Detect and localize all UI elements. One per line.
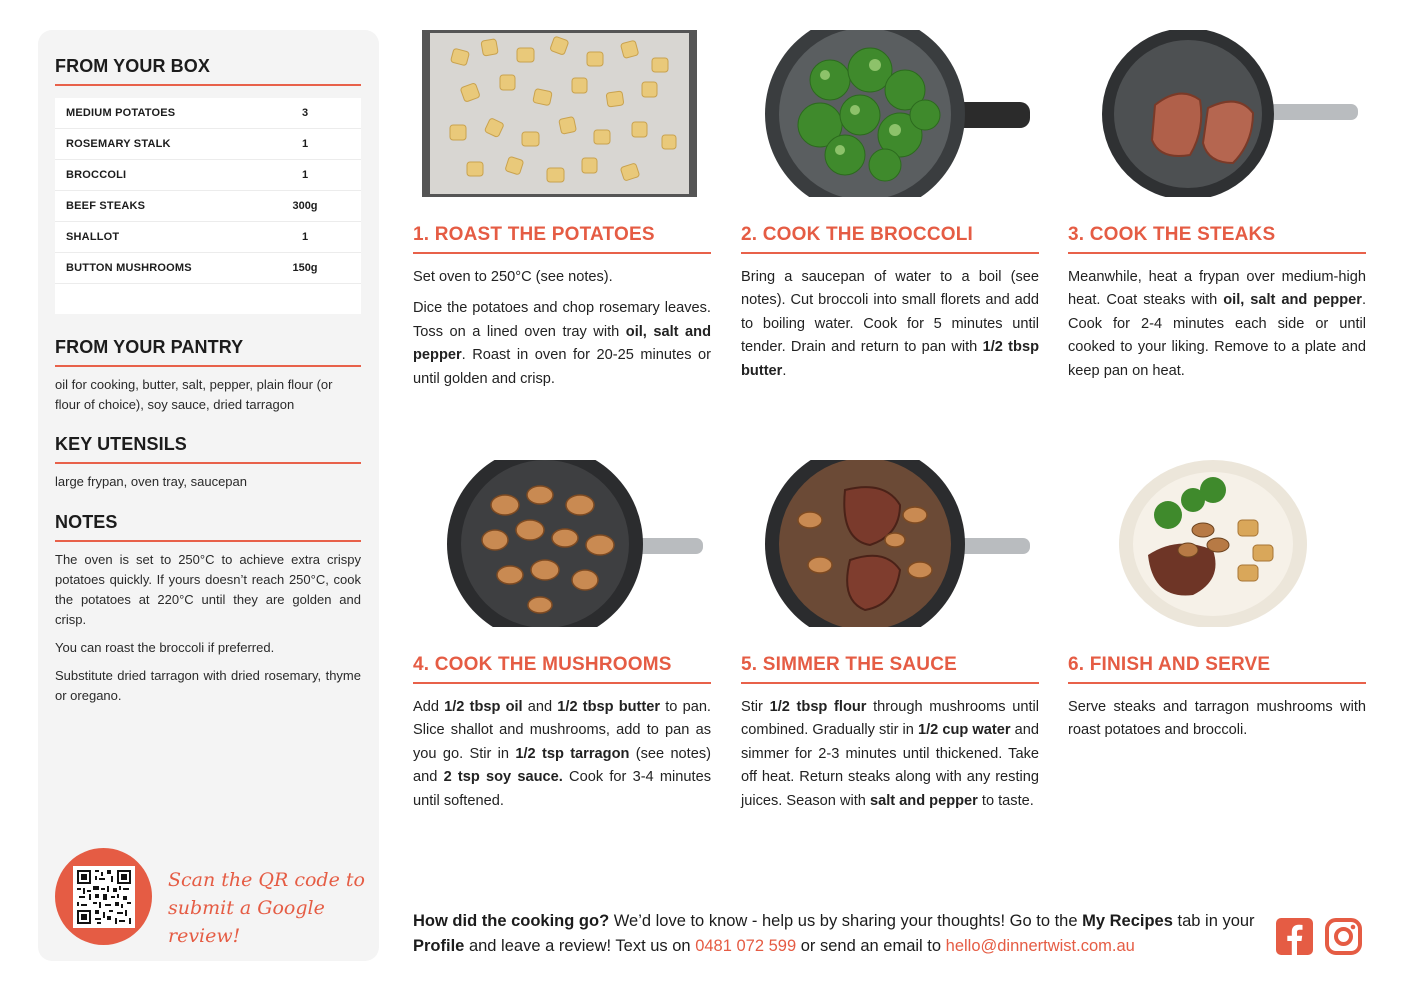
ingredient-name: BUTTON MUSHROOMS bbox=[66, 262, 192, 274]
bold-ingredient-text: 1/2 tbsp flour bbox=[769, 699, 867, 715]
pantry-heading: FROM YOUR PANTRY bbox=[55, 337, 361, 367]
bold-ingredient-text: oil, salt and pepper bbox=[1223, 292, 1362, 309]
note-paragraph: The oven is set to 250°C to achieve extra crispy potatoes quickly. If yours doesn’t reach 250°C, cook the potatoes at 220°C until they are golden and crisp. bbox=[55, 552, 361, 627]
bold-ingredient-text: 1/2 tbsp butter bbox=[557, 699, 661, 715]
instruction-text: through mushrooms until combined. Gradually stir in bbox=[741, 699, 1039, 739]
from-your-box-section bbox=[55, 56, 361, 86]
step-4-photo bbox=[445, 460, 703, 627]
pantry-text: oil for cooking, butter, salt, pepper, plain flour (or flour of choice), soy sauce, dried tarragon bbox=[55, 377, 333, 412]
notes-section bbox=[55, 512, 361, 714]
ingredient-row bbox=[55, 98, 361, 129]
sauce-pan-image bbox=[765, 460, 1030, 627]
footer-text: and leave a review! Text us on bbox=[464, 937, 696, 955]
instruction-text: to pan. Slice shallot and mushrooms, add to pan as you go. Stir in bbox=[413, 699, 711, 762]
qr-caption: Scan the QR code to submit a Google review! bbox=[168, 869, 365, 947]
step-3-paragraph bbox=[1068, 266, 1366, 383]
from-your-box-heading: FROM YOUR BOX bbox=[55, 56, 361, 86]
ingredient-row bbox=[55, 253, 361, 284]
instagram-icon[interactable] bbox=[1325, 918, 1362, 955]
step-1-body bbox=[413, 266, 711, 399]
step-3-photo bbox=[1100, 30, 1358, 197]
mushrooms-pan-image bbox=[445, 460, 703, 627]
bold-ingredient-text: 1/2 cup water bbox=[918, 722, 1011, 739]
step-6-paragraph: Serve steaks and tarragon mushrooms with roast potatoes and broccoli. bbox=[1068, 699, 1366, 739]
instruction-text: and bbox=[522, 699, 558, 715]
profile-label: Profile bbox=[413, 937, 465, 955]
roasted-potatoes-image bbox=[422, 30, 697, 197]
ingredient-qty: 300g bbox=[292, 200, 318, 212]
instruction-text: . Cook for 2-4 minutes each side or until cooked to your liking. Remove to a plate and keep pan on heat. bbox=[1068, 292, 1366, 379]
utensils-section bbox=[55, 434, 361, 492]
step-4-paragraph bbox=[413, 696, 711, 813]
instruction-text: . Roast in oven for 20-25 minutes or until golden and crisp. bbox=[413, 347, 711, 387]
qr-code-pattern bbox=[77, 870, 131, 924]
step-2-title: 2. COOK THE BROCCOLI bbox=[741, 224, 1039, 254]
step-3-body bbox=[1068, 266, 1366, 391]
step-1-paragraph bbox=[413, 297, 711, 391]
bold-ingredient-text: 1/2 tbsp butter bbox=[741, 339, 1039, 379]
ingredient-row bbox=[55, 129, 361, 160]
pantry-section bbox=[55, 337, 361, 415]
ingredient-name: BROCCOLI bbox=[66, 169, 127, 181]
step-1-photo bbox=[422, 30, 697, 197]
ingredient-qty: 3 bbox=[301, 107, 309, 119]
notes-text bbox=[55, 550, 361, 706]
facebook-icon[interactable] bbox=[1276, 918, 1313, 955]
email-link[interactable]: hello@dinnertwist.com.au bbox=[945, 937, 1135, 955]
bold-ingredient-text: 1/2 tsp tarragon bbox=[515, 745, 630, 762]
qr-code-badge[interactable] bbox=[55, 848, 152, 945]
ingredient-row bbox=[55, 160, 361, 191]
instruction-text: Add bbox=[413, 699, 445, 715]
step-6-body bbox=[1068, 696, 1366, 751]
step-3-title: 3. COOK THE STEAKS bbox=[1068, 224, 1366, 254]
utensils-heading: KEY UTENSILS bbox=[55, 434, 361, 464]
my-recipes-label: My Recipes bbox=[1082, 912, 1173, 930]
step-1-paragraph: Set oven to 250°C (see notes). bbox=[413, 269, 613, 285]
step-2-body bbox=[741, 266, 1039, 391]
ingredient-qty: 150g bbox=[292, 262, 318, 274]
ingredient-row bbox=[55, 222, 361, 253]
step-6-photo bbox=[1118, 460, 1308, 627]
notes-heading: NOTES bbox=[55, 512, 361, 542]
ingredient-qty: 1 bbox=[301, 138, 309, 150]
steaks-pan-image bbox=[1100, 30, 1358, 197]
broccoli-pan-image bbox=[760, 30, 1030, 197]
step-6-title: 6. FINISH AND SERVE bbox=[1068, 654, 1366, 684]
instruction-text: Bring a saucepan of water to a boil (see notes). Cut broccoli into small florets and add to boiling water. Cook for 5 minutes until tender. Drain and return to pan with bbox=[741, 269, 1039, 356]
bold-ingredient-text: salt and pepper bbox=[869, 792, 978, 809]
step-5-body bbox=[741, 696, 1039, 821]
instruction-text: . bbox=[782, 362, 787, 379]
ingredient-name: SHALLOT bbox=[66, 231, 120, 243]
utensils-text: large frypan, oven tray, saucepan bbox=[55, 474, 247, 489]
ingredient-qty: 1 bbox=[301, 169, 309, 181]
instruction-text: and simmer for 2-3 minutes until thickened. Take off heat. Return steaks along with any resting juices. Season with bbox=[741, 722, 1040, 809]
footer-text: tab in your bbox=[1172, 912, 1255, 930]
ingredient-row bbox=[55, 191, 361, 222]
ingredients-table bbox=[55, 98, 361, 314]
footer-text: or send an email to bbox=[796, 937, 946, 955]
ingredient-name: ROSEMARY STALK bbox=[66, 138, 171, 150]
step-5-paragraph bbox=[741, 696, 1039, 813]
instruction-text: Cook for 3-4 minutes until softened. bbox=[413, 769, 711, 809]
step-4-title: 4. COOK THE MUSHROOMS bbox=[413, 654, 711, 684]
qr-code bbox=[73, 866, 135, 928]
bold-ingredient-text: oil, salt and pepper bbox=[413, 323, 711, 364]
instruction-text: (see notes) and bbox=[413, 745, 712, 786]
note-paragraph: You can roast the broccoli if preferred. bbox=[55, 640, 275, 655]
note-paragraph: Substitute dried tarragon with dried rosemary, thyme or oregano. bbox=[55, 668, 361, 703]
footer-text: We’d love to know - help us by sharing your thoughts! Go to the bbox=[609, 912, 1083, 930]
plated-dish-image bbox=[1118, 460, 1308, 627]
phone-link[interactable]: 0481 072 599 bbox=[695, 937, 797, 955]
footer-question: How did the cooking go? bbox=[413, 912, 610, 930]
feedback-footer bbox=[413, 909, 1263, 959]
step-2-paragraph bbox=[741, 266, 1039, 383]
bold-ingredient-text: 1/2 tbsp oil bbox=[444, 699, 523, 715]
step-5-title: 5. SIMMER THE SAUCE bbox=[741, 654, 1039, 684]
instruction-text: Stir bbox=[741, 699, 770, 715]
bold-ingredient-text: 2 tsp soy sauce. bbox=[443, 769, 563, 786]
ingredient-name: MEDIUM POTATOES bbox=[66, 107, 176, 119]
instruction-text: Dice the potatoes and chop rosemary leaves. Toss on a lined oven tray with bbox=[413, 300, 711, 340]
instruction-text: to taste. bbox=[977, 792, 1034, 809]
sidebar-panel bbox=[38, 30, 379, 961]
instruction-text: Meanwhile, heat a frypan over medium-high heat. Coat steaks with bbox=[1068, 269, 1366, 309]
ingredient-name: BEEF STEAKS bbox=[66, 200, 146, 212]
step-2-photo bbox=[760, 30, 1030, 197]
step-5-photo bbox=[765, 460, 1030, 627]
ingredient-qty: 1 bbox=[301, 231, 309, 243]
step-1-title: 1. ROAST THE POTATOES bbox=[413, 224, 711, 254]
step-4-body bbox=[413, 696, 711, 821]
